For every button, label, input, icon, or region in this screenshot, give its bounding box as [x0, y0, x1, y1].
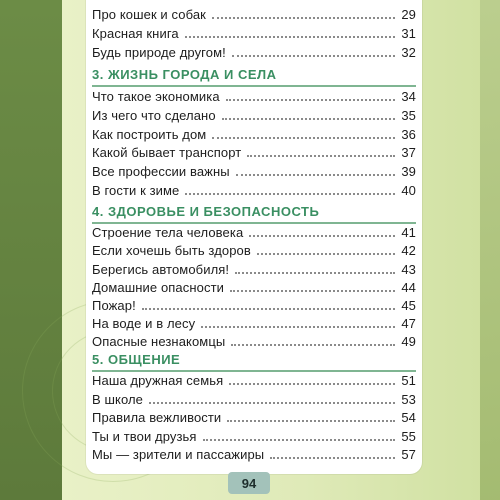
dot-leader [203, 439, 396, 441]
toc-item-title: Будь природе другом! [92, 45, 226, 60]
toc-item-title: На воде и в лесу [92, 316, 196, 331]
toc-item-page: 47 [401, 316, 416, 331]
dot-leader [222, 118, 396, 120]
toc-item[interactable] [92, 331, 416, 349]
toc-item-title: Строение тела человека [92, 225, 244, 240]
dot-leader [149, 402, 395, 404]
section-heading: 4. ЗДОРОВЬЕ И БЕЗОПАСНОСТЬ [92, 204, 320, 219]
toc-item-page: 43 [401, 262, 416, 277]
toc-item[interactable] [92, 105, 416, 123]
dot-leader [231, 344, 395, 346]
toc-item-page: 54 [401, 410, 416, 425]
toc-item[interactable] [92, 259, 416, 277]
toc-item-title: Ты и твои друзья [92, 429, 197, 444]
toc-item[interactable] [92, 142, 416, 160]
toc-item-title: Мы — зрители и пассажиры [92, 447, 265, 462]
toc-item-title: Из чего что сделано [92, 108, 216, 123]
section-heading: 5. ОБЩЕНИЕ [92, 352, 181, 367]
section-heading: 3. ЖИЗНЬ ГОРОДА И СЕЛА [92, 67, 277, 82]
toc-item-page: 42 [401, 243, 416, 258]
toc-item-page: 37 [401, 145, 416, 160]
toc-item-page: 51 [401, 373, 416, 388]
toc-item-title: Наша дружная семья [92, 373, 224, 388]
toc-item-title: В гости к зиме [92, 183, 180, 198]
toc-item-page: 41 [401, 225, 416, 240]
toc-item-title: Берегись автомобиля! [92, 262, 230, 277]
toc-item-page: 55 [401, 429, 416, 444]
dot-leader [212, 137, 395, 139]
toc-item[interactable] [92, 313, 416, 331]
toc-item-page: 35 [401, 108, 416, 123]
toc-item[interactable] [92, 86, 416, 104]
toc-item-title: В школе [92, 392, 144, 407]
toc-item[interactable] [92, 389, 416, 407]
toc-item-page: 53 [401, 392, 416, 407]
dot-leader [249, 235, 395, 237]
dot-leader [226, 99, 396, 101]
dot-leader [270, 457, 395, 459]
toc-item-title: Пожар! [92, 298, 136, 313]
dot-leader [247, 155, 395, 157]
toc-item-title: Опасные незнакомцы [92, 334, 226, 349]
toc-item-page: 49 [401, 334, 416, 349]
toc-item-title: Красная книга [92, 26, 179, 41]
dot-leader [185, 36, 396, 38]
dot-leader [201, 326, 395, 328]
toc-item-page: 34 [401, 89, 416, 104]
toc-item[interactable] [92, 161, 416, 179]
toc-item[interactable] [92, 295, 416, 313]
toc-item-page: 40 [401, 183, 416, 198]
toc-item[interactable] [92, 4, 416, 22]
dot-leader [142, 308, 396, 310]
page-number-badge: 94 [228, 472, 270, 494]
dot-leader [230, 290, 395, 292]
toc-item[interactable] [92, 240, 416, 258]
dot-leader [232, 55, 396, 57]
toc-item-title: Как построить дом [92, 127, 207, 142]
dot-leader [227, 420, 395, 422]
toc-item-title: Правила вежливости [92, 410, 222, 425]
toc-item-title: Домашние опасности [92, 280, 224, 295]
dot-leader [229, 383, 395, 385]
toc-item-page: 45 [401, 298, 416, 313]
toc-item[interactable] [92, 426, 416, 444]
dot-leader [185, 193, 395, 195]
toc-item-title: Какой бывает транспорт [92, 145, 242, 160]
toc-item[interactable] [92, 180, 416, 198]
toc-item[interactable] [92, 222, 416, 240]
toc-item-page: 32 [401, 45, 416, 60]
toc-item[interactable] [92, 23, 416, 41]
dot-leader [236, 174, 396, 176]
toc-item[interactable] [92, 42, 416, 60]
toc-item[interactable] [92, 124, 416, 142]
dot-leader [212, 17, 395, 19]
dot-leader [235, 272, 395, 274]
toc-item[interactable] [92, 407, 416, 425]
toc-item-page: 31 [401, 26, 416, 41]
toc-item[interactable] [92, 277, 416, 295]
toc-item-page: 57 [401, 447, 416, 462]
toc-item-page: 39 [401, 164, 416, 179]
book-edge-right [480, 0, 500, 500]
toc-item-title: Про кошек и собак [92, 7, 206, 22]
toc-item-title: Если хочешь быть здоров [92, 243, 251, 258]
toc-item[interactable] [92, 370, 416, 388]
toc-item-title: Что такое экономика [92, 89, 220, 104]
toc-item-title: Все профессии важны [92, 164, 230, 179]
dot-leader [257, 253, 395, 255]
toc-item[interactable] [92, 444, 416, 462]
toc-item-page: 29 [401, 7, 416, 22]
toc-item-page: 44 [401, 280, 416, 295]
toc-item-page: 36 [401, 127, 416, 142]
